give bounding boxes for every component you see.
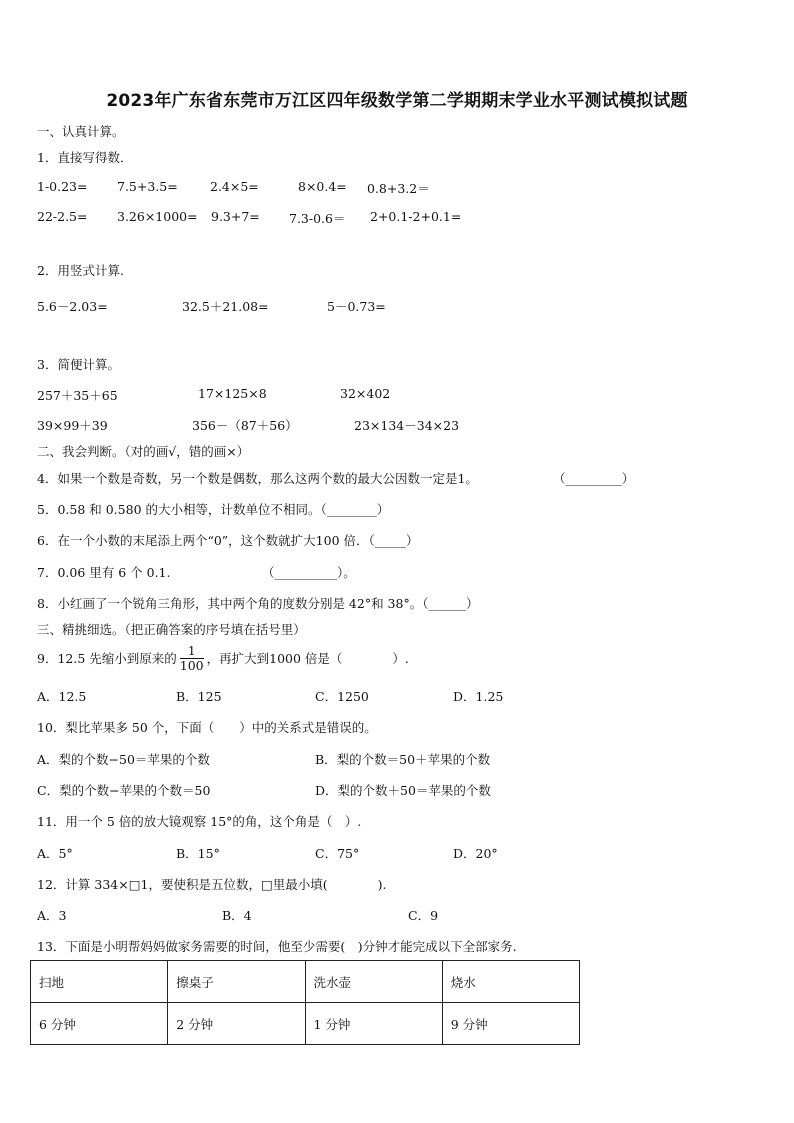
q9-text-pre: 9．12.5 先缩小到原来的: [37, 651, 177, 666]
q10-option[interactable]: D．梨的个数＋50＝苹果的个数: [315, 783, 491, 798]
q10-option[interactable]: A．梨的个数−50＝苹果的个数: [37, 752, 210, 767]
table-header-cell: 擦桌子: [168, 961, 305, 1003]
q3-expr: 39×99＋39: [37, 418, 108, 433]
q9-option[interactable]: A．12.5: [37, 689, 87, 704]
q9-option[interactable]: B．125: [176, 689, 222, 704]
table-header-cell: 洗水壶: [305, 961, 442, 1003]
q9-text: [37, 640, 409, 676]
table-row: [31, 1003, 580, 1045]
table-row: [31, 961, 580, 1003]
q12-option[interactable]: A．3: [37, 908, 67, 923]
q1-label: 1．直接写得数．: [37, 150, 133, 165]
q9-option[interactable]: C．1250: [315, 689, 369, 704]
q1-expr: 9.3+7=: [211, 209, 260, 224]
fraction-denominator: 100: [179, 657, 204, 673]
q1-expr: 7.3-0.6＝: [289, 211, 346, 226]
q3-expr: 32×402: [340, 386, 391, 401]
q4-text: 4．如果一个数是奇数，另一个数是偶数，那么这两个数的最大公因数一定是1。: [37, 471, 478, 486]
q2-expr: 5.6－2.03=: [37, 299, 108, 314]
q6-text: 6．在一个小数的末尾添上两个“0”，这个数就扩大100 倍．（_____）: [37, 533, 419, 548]
table-header-cell: 扫地: [31, 961, 168, 1003]
table-cell: 9 分钟: [442, 1003, 579, 1045]
table-cell: 2 分钟: [168, 1003, 305, 1045]
page-title: 2023年广东省东莞市万江区四年级数学第二学期期末学业水平测试模拟试题: [106, 91, 688, 111]
section-1-heading: 一、认真计算。: [37, 124, 125, 139]
table-header-cell: 烧水: [442, 961, 579, 1003]
q11-option[interactable]: D．20°: [453, 846, 498, 861]
q9-option[interactable]: D．1.25: [453, 689, 504, 704]
section-2-heading: 二、我会判断。（对的画√，错的画×）: [37, 444, 250, 459]
q3-expr: 356－（87＋56）: [192, 418, 298, 433]
q2-label: 2．用竖式计算.: [37, 263, 124, 278]
q12-option[interactable]: C．9: [408, 908, 439, 923]
q5-text: 5．0.58 和 0.580 的大小相等，计数单位不相同。（________）: [37, 502, 390, 517]
table-cell: 6 分钟: [31, 1003, 168, 1045]
q2-expr: 5－0.73=: [327, 299, 386, 314]
q1-expr: 7.5+3.5=: [117, 179, 178, 194]
q8-text: 8．小红画了一个锐角三角形，其中两个角的度数分别是 42°和 38°。（______）: [37, 596, 479, 611]
q1-expr: 0.8+3.2＝: [367, 181, 430, 196]
q3-expr: 17×125×8: [198, 386, 267, 401]
q9-text-post: ，再扩大到1000 倍是（ ）.: [206, 651, 409, 666]
q11-text: 11．用一个 5 倍的放大镜观察 15°的角，这个角是（ ）.: [37, 814, 362, 829]
q9-fraction: [180, 644, 204, 673]
q1-expr: 3.26×1000=: [117, 209, 198, 224]
q7-text: 7．0.06 里有 6 个 0.1.: [37, 565, 171, 580]
q7-answer-blank[interactable]: （__________）。: [262, 565, 356, 580]
fraction-numerator: 1: [180, 644, 204, 659]
q13-text: 13．下面是小明帮妈妈做家务需要的时间，他至少需要( )分钟才能完成以下全部家务.: [37, 939, 517, 954]
q1-expr: 2.4×5=: [210, 179, 259, 194]
section-3-heading: 三、精挑细选。（把正确答案的序号填在括号里）: [37, 622, 306, 637]
q11-option[interactable]: C．75°: [315, 846, 360, 861]
q10-text: 10．梨比苹果多 50 个，下面（ ）中的关系式是错误的。: [37, 720, 377, 735]
q10-option[interactable]: C．梨的个数−苹果的个数＝50: [37, 783, 211, 798]
q11-option[interactable]: B．15°: [176, 846, 220, 861]
q3-label: 3．简便计算。: [37, 357, 120, 372]
q1-expr: 2+0.1-2+0.1=: [370, 209, 462, 224]
q2-expr: 32.5＋21.08=: [182, 299, 269, 314]
q3-expr: 23×134－34×23: [354, 418, 460, 433]
q12-option[interactable]: B．4: [222, 908, 252, 923]
q1-expr: 8×0.4=: [298, 179, 347, 194]
chores-table: [30, 960, 580, 1045]
q1-expr: 1-0.23=: [37, 179, 88, 194]
q11-option[interactable]: A．5°: [37, 846, 73, 861]
q1-expr: 22-2.5=: [37, 209, 88, 224]
q10-option[interactable]: B．梨的个数＝50＋苹果的个数: [315, 752, 491, 767]
q4-answer-blank[interactable]: （_________）: [553, 471, 635, 486]
table-cell: 1 分钟: [305, 1003, 442, 1045]
q3-expr: 257＋35＋65: [37, 388, 118, 403]
q12-text: 12．计算 334×□1，要使积是五位数，□里最小填( ).: [37, 877, 387, 892]
